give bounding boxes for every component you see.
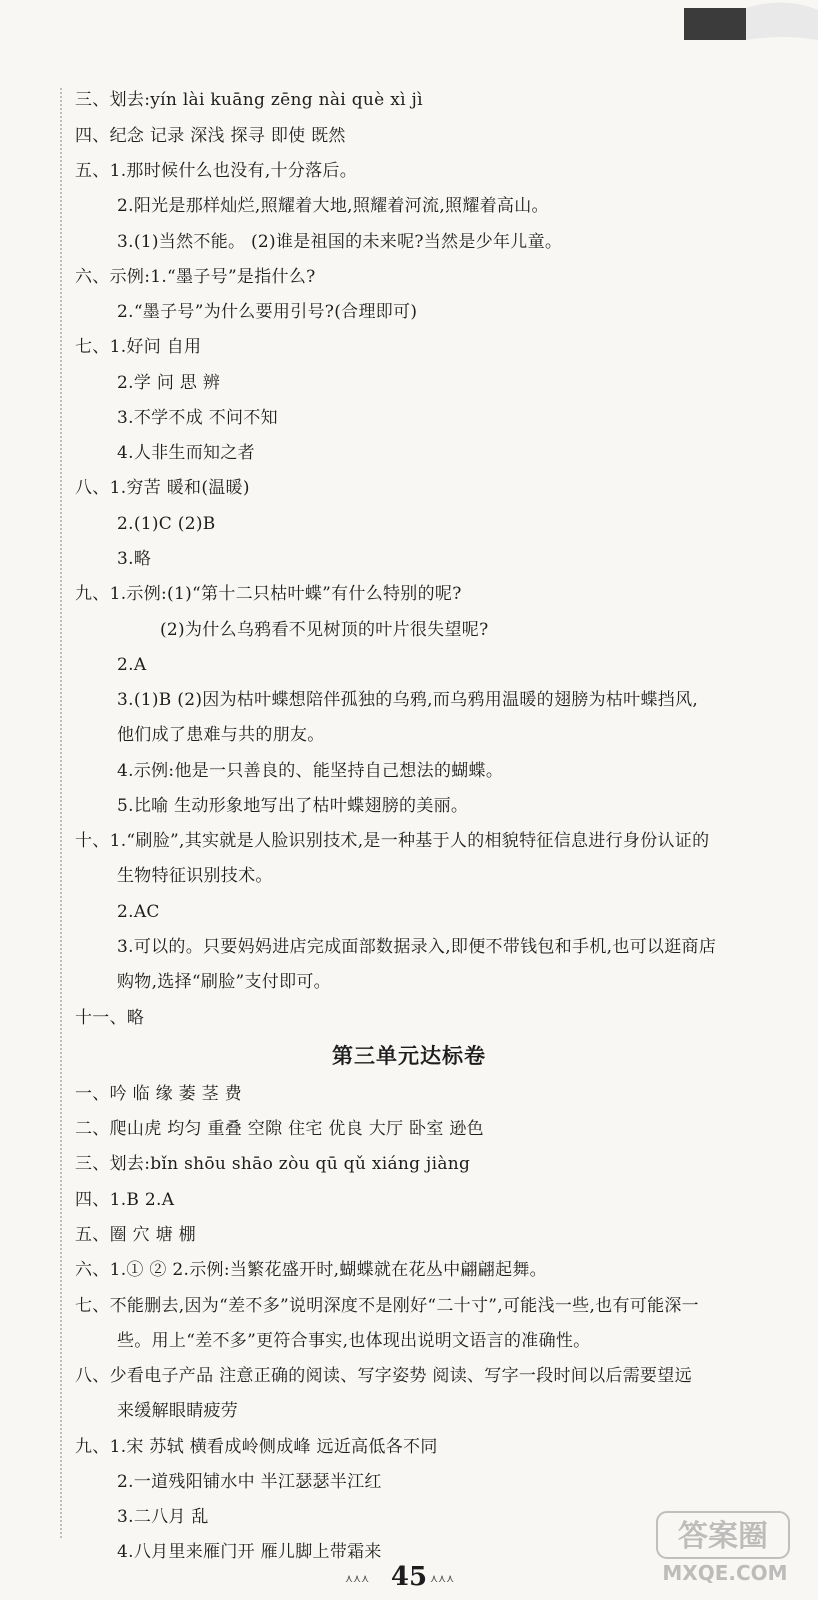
answer-line: 2.A xyxy=(117,655,147,675)
footer-ornament-right: ⋏⋏⋏ xyxy=(430,1572,455,1585)
answer-line: 七、不能删去,因为“差不多”说明深度不是刚好“二十寸”,可能浅一些,也有可能深一 xyxy=(75,1296,699,1316)
answer-line: 十、1.“刷脸”,其实就是人脸识别技术,是一种基于人的相貌特征信息进行身份认证的 xyxy=(75,831,710,851)
binding-margin-line xyxy=(60,88,62,1538)
answer-line: 三、划去:yín lài kuāng zēng nài què xì jì xyxy=(75,90,423,110)
answer-line: 八、1.穷苦 暖和(温暖) xyxy=(75,478,250,498)
answer-line: 六、1.① ② 2.示例:当繁花盛开时,蝴蝶就在花丛中翩翩起舞。 xyxy=(75,1260,547,1280)
answer-line: 3.略 xyxy=(117,549,152,569)
answer-line: 十一、略 xyxy=(75,1008,145,1028)
answer-line: 3.不学不成 不问不知 xyxy=(117,408,278,428)
watermark-logo xyxy=(655,1510,795,1588)
answer-line: 三、划去:bǐn shōu shāo zòu qū qǔ xiáng jiàng xyxy=(75,1154,471,1174)
answer-line: 六、示例:1.“墨子号”是指什么? xyxy=(75,267,316,287)
svg-text:答案圈: 答案圈 xyxy=(678,1519,768,1554)
answer-line: 2.一道残阳铺水中 半江瑟瑟半江红 xyxy=(117,1472,382,1492)
answer-line: 2.“墨子号”为什么要用引号?(合理即可) xyxy=(117,302,418,322)
answer-line: 一、吟 临 缘 萎 茎 费 xyxy=(75,1084,242,1104)
section-title: 第三单元达标卷 xyxy=(332,1044,486,1068)
answer-line: 五、1.那时候什么也没有,十分落后。 xyxy=(75,161,358,181)
footer-ornament-left: ⋏⋏⋏ xyxy=(345,1572,370,1585)
page-number: 45 xyxy=(390,1562,428,1592)
answer-line: (2)为什么乌鸦看不见树顶的叶片很失望呢? xyxy=(160,620,489,640)
answer-line: 二、爬山虎 均匀 重叠 空隙 住宅 优良 大厅 卧室 逊色 xyxy=(75,1119,484,1139)
answer-line: 4.示例:他是一只善良的、能坚持自己想法的蝴蝶。 xyxy=(117,761,504,781)
answer-line: 5.比喻 生动形象地写出了枯叶蝶翅膀的美丽。 xyxy=(117,796,469,816)
answer-line: 五、圈 穴 塘 棚 xyxy=(75,1225,196,1245)
answer-line: 些。用上“差不多”更符合事实,也体现出说明文语言的准确性。 xyxy=(117,1331,591,1351)
answer-line: 4.八月里来雁门开 雁儿脚上带霜来 xyxy=(117,1542,382,1562)
answer-line: 购物,选择“刷脸”支付即可。 xyxy=(117,972,331,992)
answer-line: 4.人非生而知之者 xyxy=(117,443,255,463)
answer-line: 四、纪念 记录 深浅 探寻 即使 既然 xyxy=(75,126,346,146)
answer-line: 2.阳光是那样灿烂,照耀着大地,照耀着河流,照耀着高山。 xyxy=(117,196,549,216)
answer-line: 七、1.好问 自用 xyxy=(75,337,202,357)
answer-line: 3.二八月 乱 xyxy=(117,1507,209,1527)
answer-line: 2.AC xyxy=(117,902,160,922)
answer-line: 2.学 问 思 辨 xyxy=(117,373,221,393)
answer-line: 3.(1)B (2)因为枯叶蝶想陪伴孤独的乌鸦,而乌鸦用温暖的翅膀为枯叶蝶挡风, xyxy=(117,690,699,710)
corner-tab-decoration xyxy=(684,0,818,48)
answer-line: 来缓解眼睛疲劳 xyxy=(117,1401,239,1421)
answer-line: 2.(1)C (2)B xyxy=(117,514,216,534)
svg-text:MXQE.COM: MXQE.COM xyxy=(662,1561,788,1585)
answer-line: 3.(1)当然不能。 (2)谁是祖国的未来呢?当然是少年儿童。 xyxy=(117,232,563,252)
answer-line: 生物特征识别技术。 xyxy=(117,866,273,886)
answer-line: 九、1.示例:(1)“第十二只枯叶蝶”有什么特别的呢? xyxy=(75,584,462,604)
answer-line: 九、1.宋 苏轼 横看成岭侧成峰 远近高低各不同 xyxy=(75,1437,438,1457)
answer-line: 他们成了患难与共的朋友。 xyxy=(117,725,325,745)
answer-line: 3.可以的。只要妈妈进店完成面部数据录入,即便不带钱包和手机,也可以逛商店 xyxy=(117,937,717,957)
answer-line: 四、1.B 2.A xyxy=(75,1190,175,1210)
answer-line: 八、少看电子产品 注意正确的阅读、写字姿势 阅读、写字一段时间以后需要望远 xyxy=(75,1366,692,1386)
